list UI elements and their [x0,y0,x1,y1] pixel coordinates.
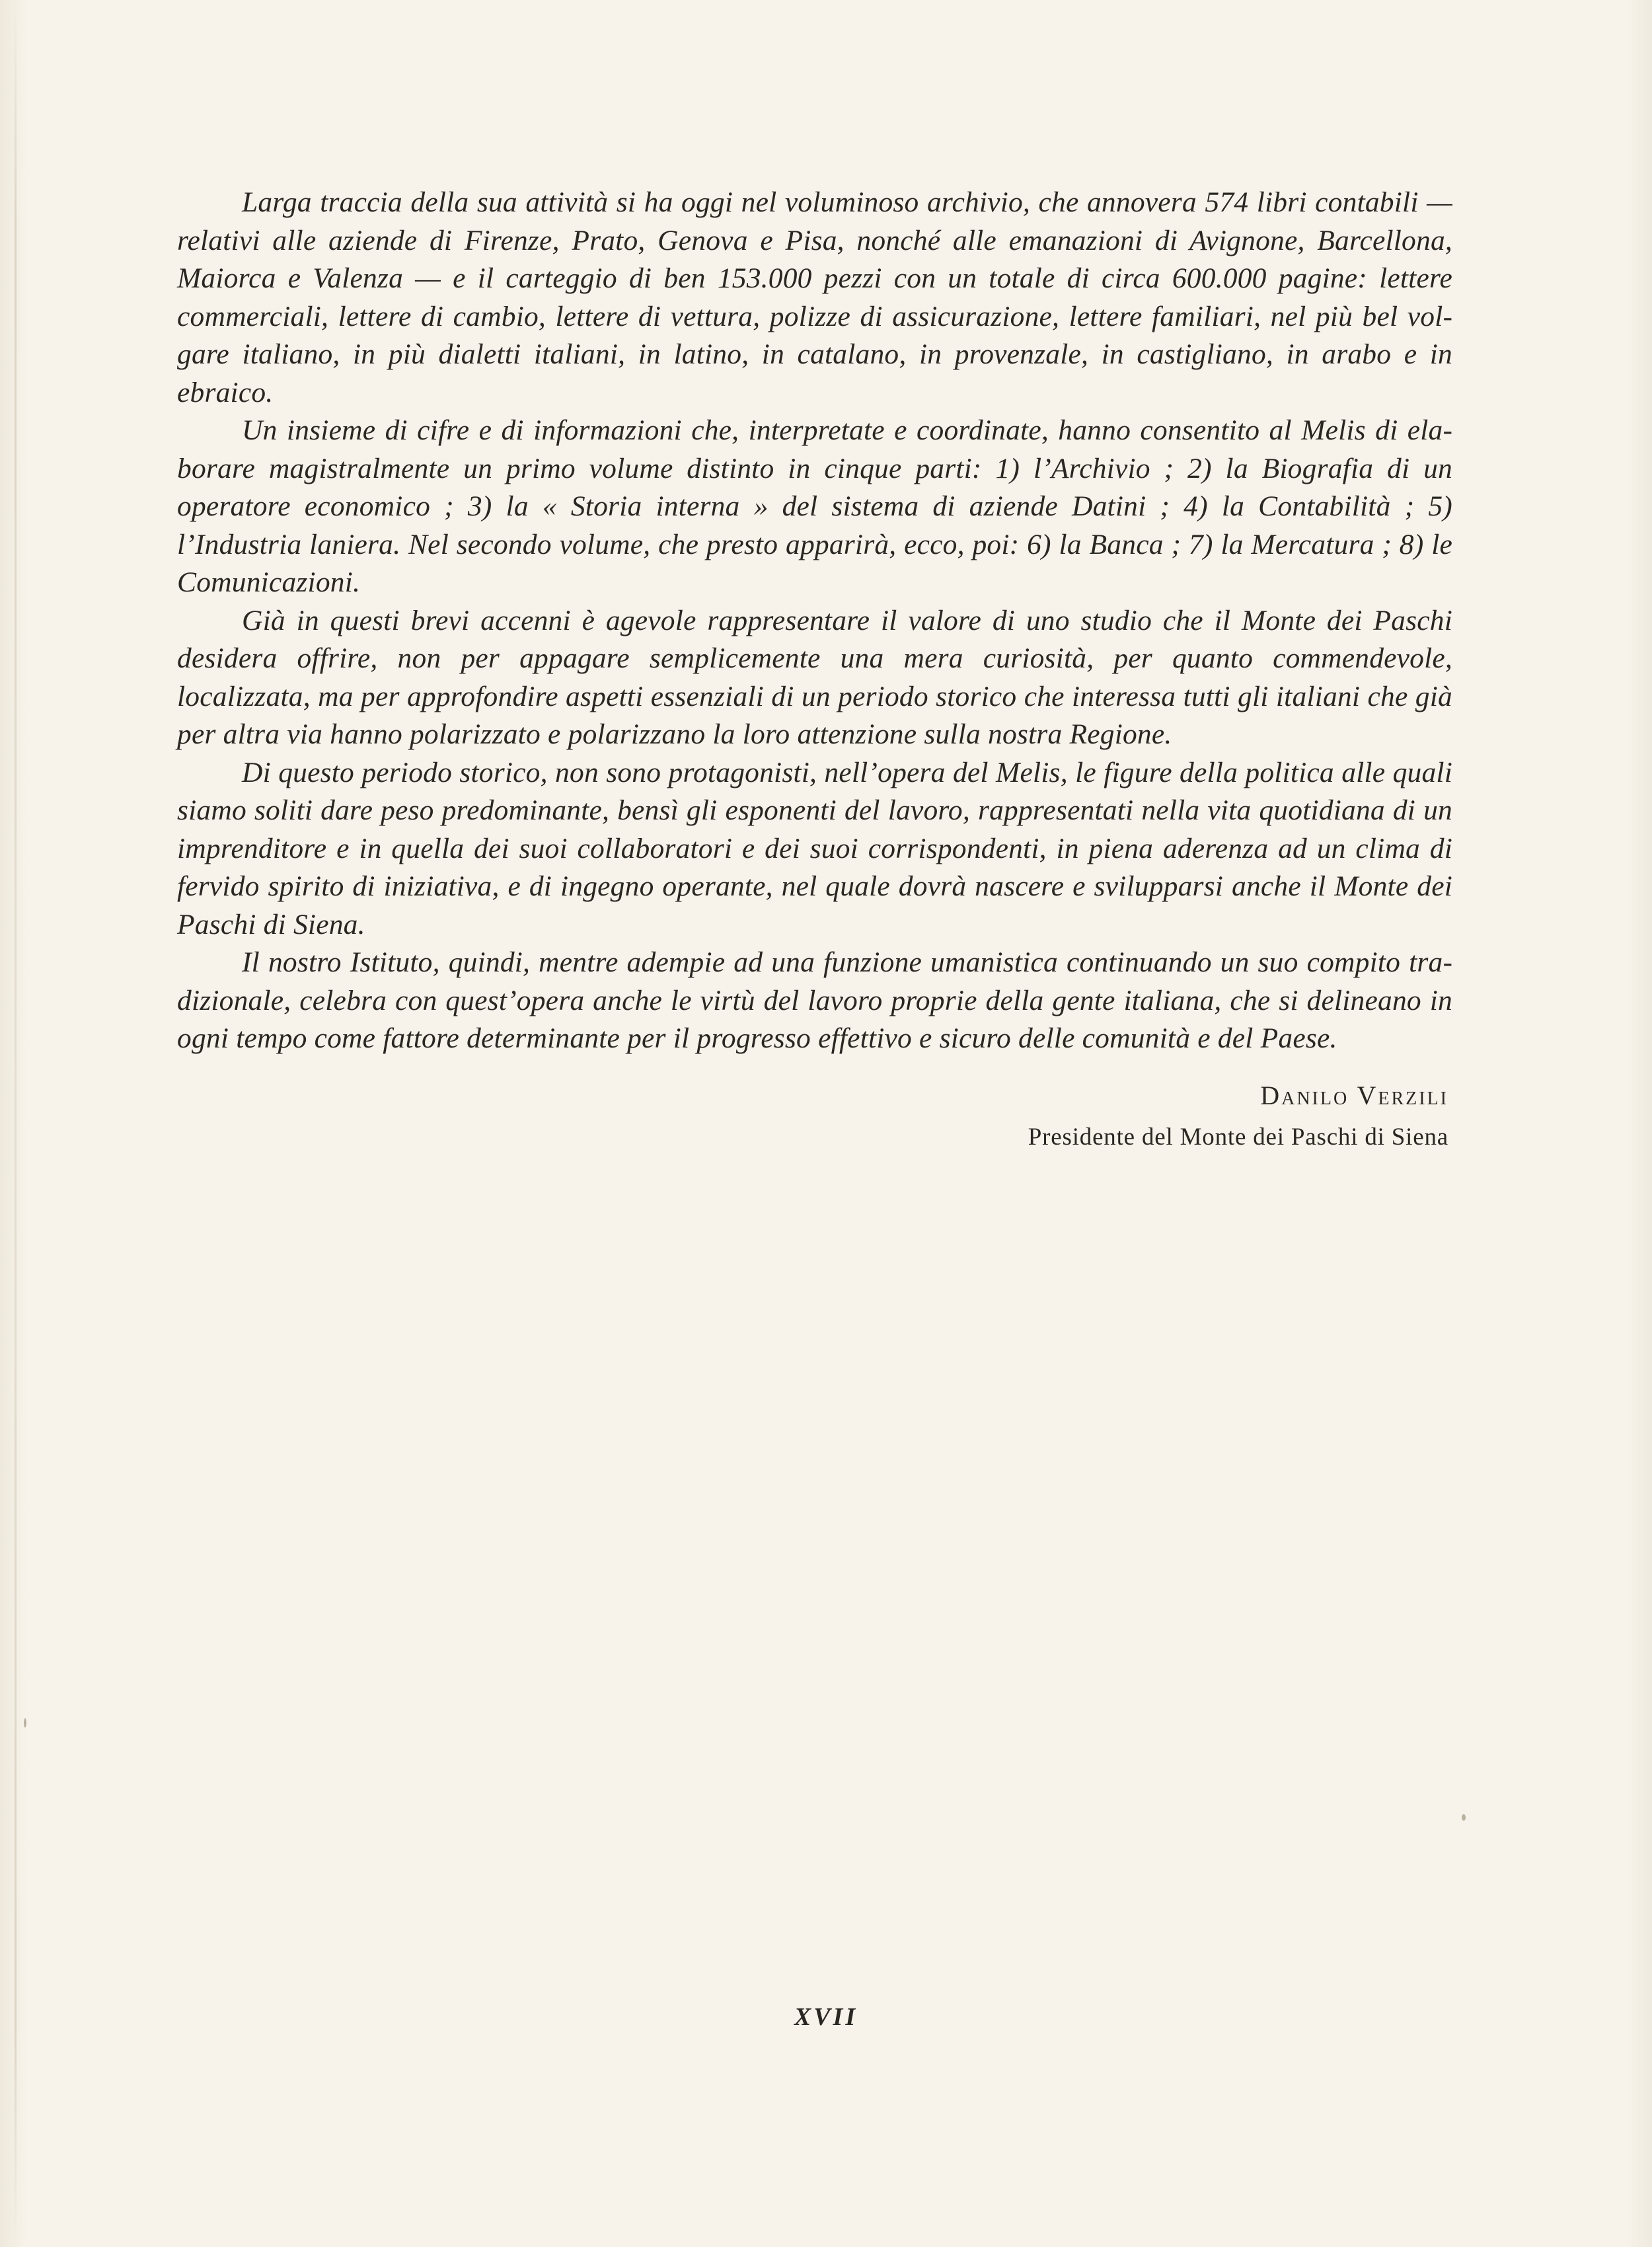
signatory-name: Danilo Verzili [1260,1081,1448,1110]
paragraph-institute: Il nostro Istituto, quindi, mentre adempie ad una funzione umanistica continuando un suo compito tradizionale, celebra con quest’opera anche le virtù del lavoro proprie della gente italiana, che si delineano in ogni tempo come fattore determinante per il progresso effettivo e sicuro delle comunità e del Paese. [177,946,1452,1054]
paragraph-archive: Larga traccia della sua attività si ha oggi nel voluminoso archivio, che annovera 574 libri contabili — relativi alle aziende di Firenze, Prato, Genova e Pisa, nonché alle emanazioni di Avignone, Barcellona, Maiorca e Valenza — e il carteggio di ben 153.000 pezzi con un totale di circa 600.000 pagine: lettere commerciali, lettere di cambio, lettere di vettura, polizze di assicurazione, lettere familiari, nel più bel volgare italiano, in più dialetti italiani, in latino, in catalano, in provenzale, in castigliano, in arabo e in ebraico. [177,186,1452,408]
signatory-title: Presidente del Monte dei Paschi di Siena [1028,1124,1448,1151]
paper-speck [1462,1814,1466,1821]
body-text [177,184,1452,1058]
paragraph-protagonists: Di questo periodo storico, non sono protagonisti, nell’opera del Melis, le figure della politica alle quali siamo soliti dare peso predominante, bensì gli esponenti del lavoro, rappresentati nella vita quotidiana di un imprenditore e in quella dei suoi collaboratori e dei suoi corrispondenti, in piena aderenza ad un clima di fervido spirito di iniziativa, e di ingegno operante, nel quale dovrà nascere e svilupparsi anche il Monte dei Paschi di Siena. [177,756,1452,940]
page-number: XVII [794,2003,858,2031]
binding-edge [15,0,17,2247]
paragraph-study-value: Già in questi brevi accenni è agevole rappresentare il valore di uno studio che il Monte dei Paschi desidera offrire, non per appagare semplicemente una mera curiosità, per quanto commendevole, localizzata, ma per approfondire aspetti essenziali di un periodo storico che interessa tutti gli italiani che già per altra via hanno polarizzato e polarizzano la loro attenzione sulla nostra Regione. [177,604,1452,750]
paper-speck [24,1718,26,1728]
paragraph-volume-contents: Un insieme di cifre e di informazioni che, interpretate e coordinate, hanno consentito al Melis di elaborare magistralmente un primo volume distinto in cinque parti: 1) l’Archivio ; 2) la Biografia di un operatore economico ; 3) la « Storia interna » del sistema di aziende Datini ; 4) la Contabilità ; 5) l’Industria laniera. Nel secondo volume, che presto apparirà, ecco, poi: 6) la Banca ; 7) la Mercatura ; 8) le Comunicazioni. [177,414,1452,598]
signature-block [1028,1079,1448,1154]
